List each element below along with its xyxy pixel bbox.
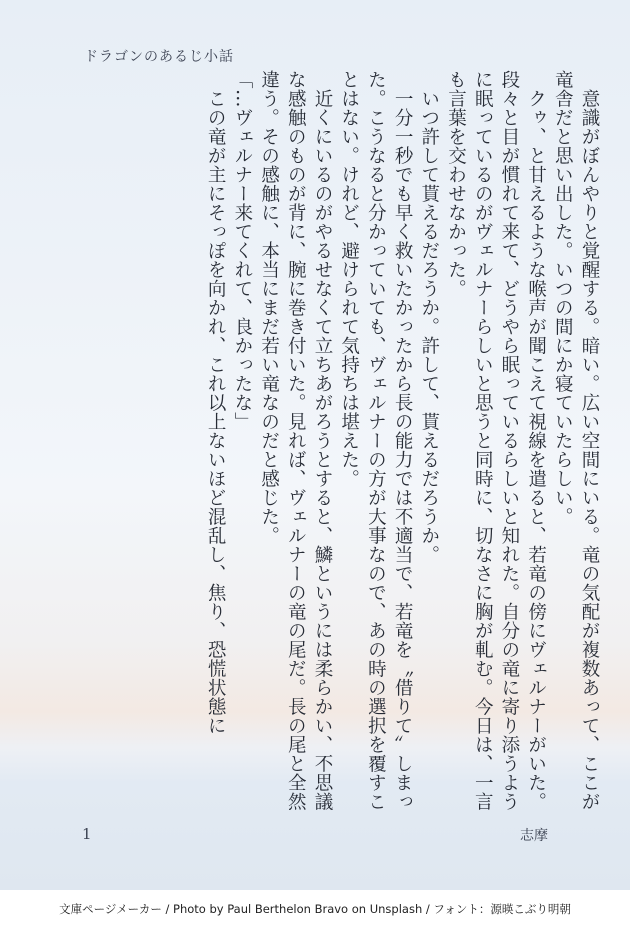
author-name: 志摩 — [520, 828, 548, 844]
paragraph: 「…ヴェルナー来てくれて、良かったな」 — [231, 70, 253, 431]
paragraph: この竜が主にそっぽを向かれ、これ以上ないほど混乱し、焦り、恐慌状態に — [205, 70, 227, 735]
paragraph: 近くにいるのがやるせなくて立ちあがろうとすると、鱗というには柔らかい、不思議な感触のものが背に、腕に巻き付いた。見れば、ヴェルナーの竜の尾だ。長の尾と全然違う。その感触に、本当にまだ若い竜なのだと感じた。 — [258, 70, 333, 811]
paragraph: いつ許して貰えるだろうか。許して、貰えるだろうか。 — [418, 70, 440, 564]
footer-credit: 文庫ページメーカー / Photo by Paul Berthelon Bravo on Unsplash / フォント：源暎こぶり明朝 — [0, 890, 630, 928]
paragraph: 一分一秒でも早く救いたかったから長の能力では不適当で、若竜を〝借りて〟しまった。こうなると分かっていても、ヴェルナーの方が大事なので、あの時の選択を覆すことはない。けれど、避けられて気持ちは堪えた。 — [338, 70, 414, 811]
paragraph: 意識がぼんやりと覚醒する。暗い。広い空間にいる。竜の気配が複数あって、ここが竜舎だと思い出した。いつの間にか寝ていたらしい。 — [552, 70, 600, 811]
page-number: 1 — [82, 825, 92, 843]
body-text — [42, 70, 602, 820]
paragraph: クゥ、と甘えるような喉声が聞こえて視線を遣ると、若竜の傍にヴェルナーがいた。段々と目が慣れて来て、どうやら眠っているらしいと知れた。自分の竜に寄り添うように眠っているのがヴェルナーらしいと思うと同時に、切なさに胸が軋む。今日は、一言も言葉を交わせなかった。 — [445, 70, 547, 811]
header-title: ドラゴンのあるじ小話 — [84, 49, 234, 65]
